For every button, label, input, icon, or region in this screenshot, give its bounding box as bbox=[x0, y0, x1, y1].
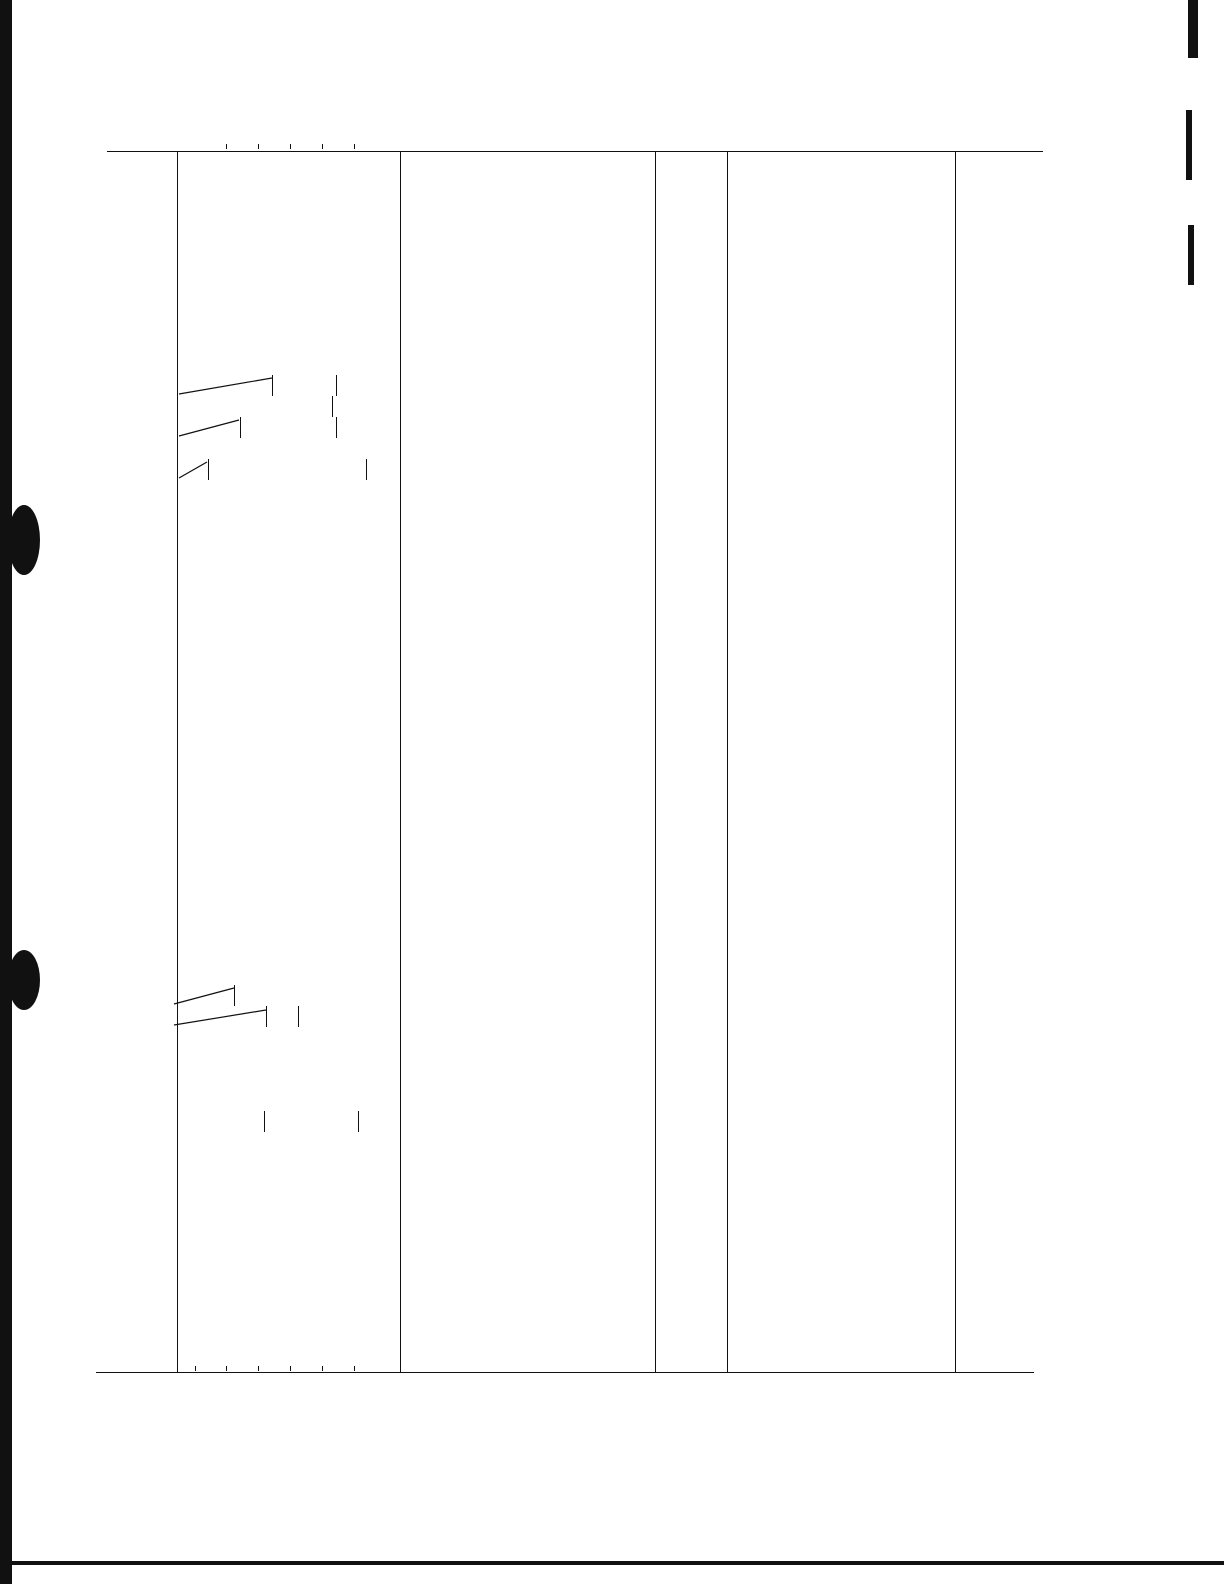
binder-hole-2 bbox=[8, 950, 40, 1010]
unused-bits-mark-11 bbox=[177, 375, 277, 396]
header-rule bbox=[107, 151, 1043, 152]
binder-hole-1 bbox=[8, 505, 40, 575]
scan-edge-bottom bbox=[0, 1561, 1224, 1565]
scan-mark-right-3 bbox=[1188, 225, 1194, 285]
col-line-data-right bbox=[727, 151, 728, 1372]
unused-bits-mark-15 bbox=[177, 459, 209, 480]
scan-mark-right-2 bbox=[1186, 110, 1192, 180]
unused-bits-mark-110 bbox=[172, 985, 236, 1006]
col-line-data-left bbox=[655, 151, 656, 1372]
box-right bbox=[400, 151, 401, 1372]
unused-bits-mark-111 bbox=[172, 1006, 268, 1027]
unused-bits-mark-13 bbox=[177, 417, 241, 438]
table-bottom-rule bbox=[96, 1372, 1034, 1373]
scan-edge-left bbox=[0, 0, 12, 1584]
scan-mark-right-1 bbox=[1188, 0, 1198, 58]
col-line-data2-left bbox=[955, 151, 956, 1372]
box-left bbox=[177, 151, 178, 1372]
